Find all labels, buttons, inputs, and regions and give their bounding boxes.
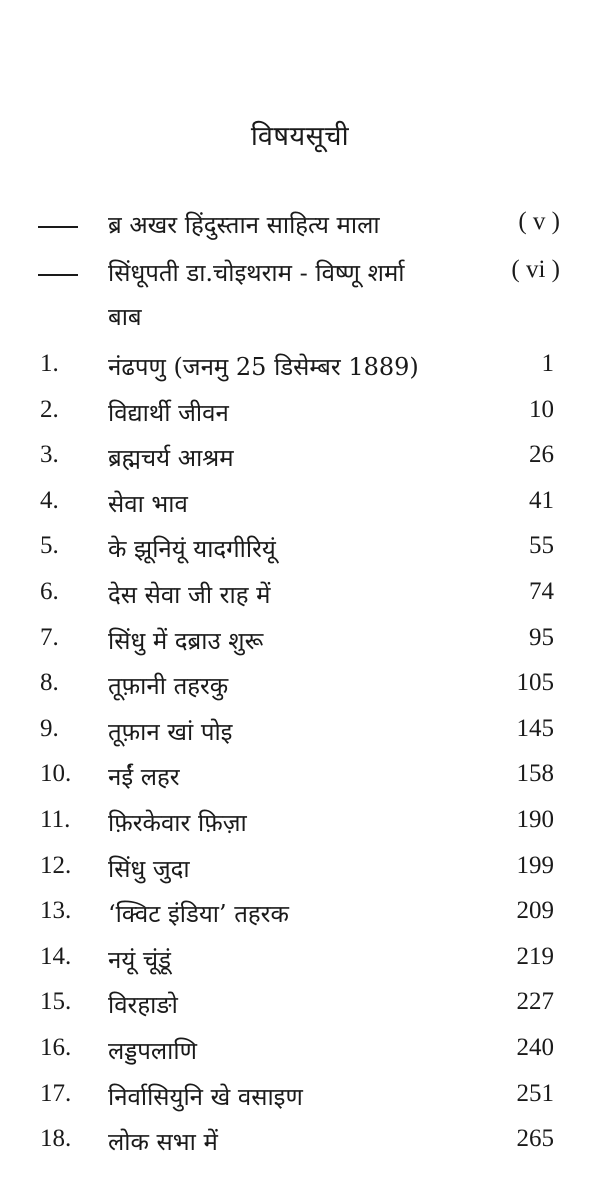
chapter-row	[0, 1080, 600, 1120]
chapter-number: 14.	[40, 942, 72, 970]
front-matter-item	[0, 256, 600, 300]
chapter-row	[0, 988, 600, 1028]
chapter-number: 9.	[40, 714, 59, 742]
front-matter-item	[0, 208, 600, 252]
chapter-page-number: 219	[516, 942, 554, 970]
chapter-row	[0, 1034, 600, 1074]
front-matter-continuation: बाब	[108, 303, 142, 331]
chapter-title: तूफ़ान खां पोइ	[108, 717, 233, 746]
chapter-title: लड्डपलाणि	[108, 1037, 197, 1065]
chapter-page-number: 74	[529, 578, 554, 605]
chapter-page-number: 105	[516, 669, 554, 697]
chapter-title: नयूं चूंडूं	[108, 945, 171, 974]
chapter-page-number: 1	[541, 350, 554, 377]
chapter-page-number: 95	[529, 623, 554, 651]
chapter-title: विरहाङो	[108, 991, 178, 1020]
chapter-title: नईं लहर	[108, 763, 180, 792]
chapter-page-number: 265	[516, 1125, 554, 1153]
dash-icon	[38, 274, 78, 276]
chapter-row	[0, 943, 600, 983]
chapter-row	[0, 396, 600, 436]
front-matter-page: ( v )	[518, 208, 560, 235]
page-title: विषयसूची	[250, 121, 350, 152]
chapter-page-number: 227	[516, 988, 554, 1016]
chapter-title: निर्वासियुनि खे वसाइण	[108, 1082, 303, 1111]
chapter-title: नंढपणु (जनमु 25 डिसेम्बर 1889)	[108, 353, 419, 381]
chapter-page-number: 209	[516, 897, 554, 925]
chapter-number: 7.	[40, 623, 59, 651]
chapter-title: विद्यार्थी जीवन	[108, 398, 229, 427]
chapter-title: ब्रह्मचर्य आश्रम	[108, 444, 234, 473]
chapter-row	[0, 441, 600, 481]
chapter-title: लोक सभा में	[108, 1128, 218, 1157]
dash-icon	[38, 226, 78, 228]
chapter-page-number: 240	[516, 1034, 554, 1061]
chapter-title: सिंधु जुदा	[108, 854, 190, 883]
chapter-row	[0, 669, 600, 709]
chapter-number: 17.	[40, 1079, 72, 1107]
chapter-page-number: 10	[529, 395, 554, 423]
chapter-page-number: 41	[529, 486, 554, 514]
chapter-row	[0, 760, 600, 800]
chapter-title: तूफ़ानी तहरकु	[108, 672, 229, 701]
chapter-number: 8.	[40, 669, 59, 697]
chapter-title: फ़िरकेवार फ़िज़ा	[108, 809, 247, 837]
chapter-row	[0, 1125, 600, 1165]
chapter-title: सिंधु में दब्राउ शुरू	[108, 626, 264, 655]
chapter-number: 18.	[40, 1125, 72, 1153]
chapter-row	[0, 350, 600, 390]
chapter-number: 13.	[40, 897, 72, 925]
chapter-number: 4.	[40, 486, 59, 514]
chapter-page-number: 55	[529, 532, 554, 560]
chapter-title: देस सेवा जी राह में	[108, 581, 271, 609]
chapter-row	[0, 715, 600, 755]
chapter-row	[0, 897, 600, 937]
chapter-row	[0, 578, 600, 618]
chapter-page-number: 251	[516, 1079, 554, 1107]
chapter-number: 2.	[40, 395, 59, 423]
chapter-number: 16.	[40, 1034, 72, 1061]
chapter-number: 6.	[40, 578, 59, 605]
front-matter-text: ब्र अखर हिंदुस्तान साहित्य माला	[108, 211, 380, 239]
chapter-page-number: 190	[516, 806, 554, 833]
chapter-number: 3.	[40, 441, 59, 469]
chapter-page-number: 158	[516, 760, 554, 788]
chapter-row	[0, 487, 600, 527]
chapter-number: 12.	[40, 851, 72, 879]
chapter-number: 1.	[40, 350, 59, 377]
chapter-number: 11.	[40, 806, 71, 833]
chapter-row	[0, 852, 600, 892]
front-matter-text: सिंधूपती डा.चोइथराम - विष्णू शर्मा	[108, 259, 405, 287]
chapter-number: 5.	[40, 532, 59, 560]
chapter-title: ‘क्विट इंडिया’ तहरक	[108, 900, 289, 929]
front-matter-page: ( vi )	[511, 256, 560, 283]
chapter-title: के झूनियूं यादगीरियूं	[108, 535, 276, 564]
chapter-page-number: 26	[529, 441, 554, 469]
chapter-number: 15.	[40, 988, 72, 1016]
chapter-row	[0, 806, 600, 846]
chapter-number: 10.	[40, 760, 72, 788]
chapter-page-number: 199	[516, 851, 554, 879]
chapter-page-number: 145	[516, 714, 554, 742]
chapter-title: सेवा भाव	[108, 489, 188, 518]
chapter-row	[0, 624, 600, 664]
chapter-row	[0, 532, 600, 572]
